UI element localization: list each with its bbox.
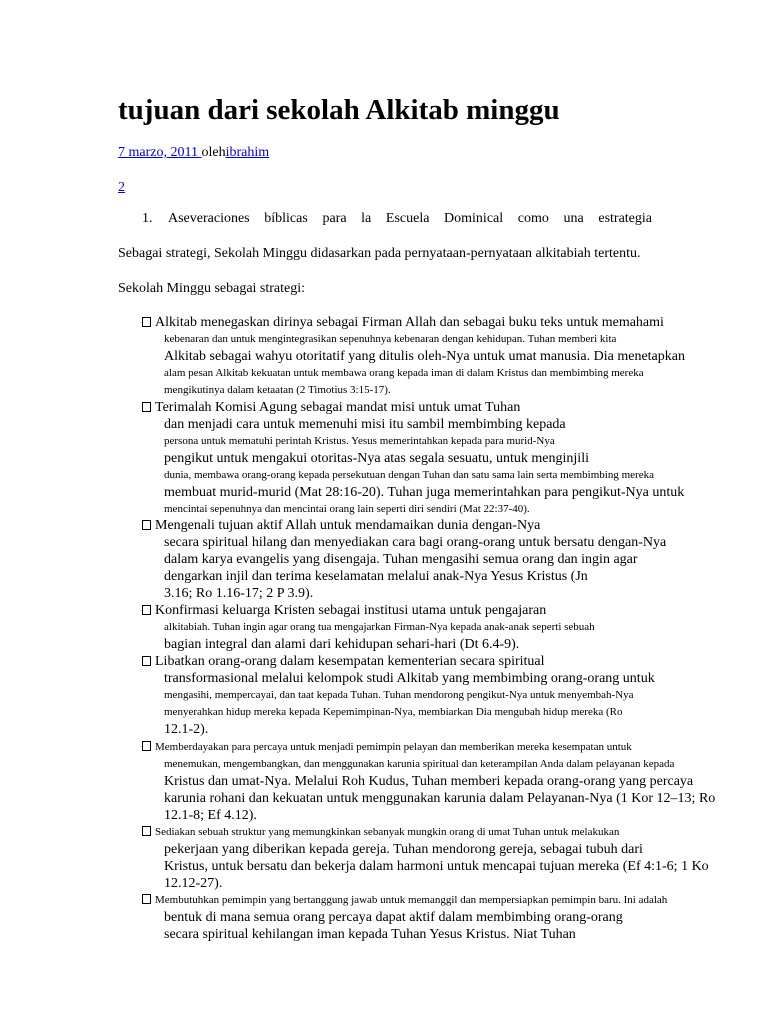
bullet-line [142, 739, 762, 756]
bullet-text: alam pesan Alkitab kekuatan untuk membawa orang kepada iman di dalam Kristus dan membimbing mereka [164, 367, 644, 379]
bullet-item [142, 314, 762, 399]
bullet-text: 12.1-2). [164, 722, 209, 737]
bullet-box-icon [142, 656, 151, 666]
bullet-line [142, 399, 762, 416]
bullet-item [142, 399, 762, 518]
bullet-text: Kristus dan umat-Nya. Melalui Roh Kudus, Tuhan memberi kepada orang-orang yang percaya [164, 774, 694, 789]
item-word: bíblicas [264, 211, 308, 226]
intro-paragraph: Sebagai strategi, Sekolah Minggu didasarkan pada pernyataan-pernyataan alkitabiah tertentu. [118, 246, 641, 261]
bullet-text: Mengenali tujuan aktif Allah untuk mendamaikan dunia dengan-Nya [155, 518, 541, 533]
bullet-line [142, 619, 762, 636]
bullet-line [142, 450, 762, 467]
bullet-line [142, 670, 762, 687]
bullet-item [142, 517, 762, 602]
item-word: la [361, 211, 372, 226]
bullet-line [142, 704, 762, 721]
item-word: Escuela [385, 211, 430, 226]
bullet-text: secara spiritual kehilangan iman kepada Tuhan Yesus Kristus. Niat Tuhan [164, 927, 576, 942]
bullet-text: kebenaran dan untuk mengintegrasikan sepenuhnya kebenaran dengan kehidupan. Tuhan memberi kita [164, 333, 617, 345]
bullet-line [142, 687, 762, 704]
bullet-line [142, 875, 762, 892]
bullet-text: Kristus, untuk bersatu dan bekerja dalam harmoni untuk mencapai tujuan mereka (Ef 4:1-6; 1 Ko [164, 859, 709, 874]
numbered-item [142, 211, 652, 227]
bullet-text: Konfirmasi keluarga Kristen sebagai institusi utama untuk pengajaran [155, 603, 547, 618]
bullet-text: pekerjaan yang diberikan kepada gereja. Tuhan mendorong gereja, sebagai tubuh dari [164, 842, 643, 857]
item-word: como [517, 211, 549, 226]
item-word: Dominical [444, 211, 504, 226]
by-label: oleh [201, 145, 226, 160]
bullet-line [142, 416, 762, 433]
bullet-text: Memberdayakan para percaya untuk menjadi pemimpin pelayan dan memberikan mereka kesempatan untuk [155, 741, 632, 753]
bullet-line [142, 348, 762, 365]
bullet-item [142, 739, 762, 824]
bullet-text: dengarkan injil dan terima keselamatan melalui anak-Nya Yesus Kristus (Jn [164, 569, 588, 584]
bullet-line [142, 568, 762, 585]
bullet-box-icon [142, 402, 151, 412]
item-word: estrategia [598, 211, 652, 226]
bullet-line [142, 602, 762, 619]
bullet-text: mencintai sepenuhnya dan mencintai orang lain seperti diri sendiri (Mat 22:37-40). [164, 503, 530, 515]
bullet-text: bentuk di mana semua orang percaya dapat aktif dalam membimbing orang-orang [164, 910, 623, 925]
bullet-text: Alkitab sebagai wahyu otoritatif yang ditulis oleh-Nya untuk umat manusia. Dia menetapkan [164, 349, 685, 364]
bullet-line [142, 551, 762, 568]
bullet-text: Alkitab menegaskan dirinya sebagai Firman Allah dan sebagai buku teks untuk memahami [155, 315, 664, 330]
bullet-line [142, 636, 762, 653]
bullet-line [142, 331, 762, 348]
bullet-text: 12.1-8; Ef 4.12). [164, 808, 257, 823]
bullet-box-icon [142, 605, 151, 615]
bullet-line [142, 314, 762, 331]
bullet-text: karunia rohani dan kekuatan untuk menggunakan karunia dalam Pelayanan-Nya (1 Kor 12–13; Ro [164, 791, 716, 806]
bullet-text: menemukan, mengembangkan, dan menggunakan karunia spiritual dan keterampilan Anda dalam pelayanan kepada [164, 758, 675, 770]
bullet-line [142, 926, 762, 943]
bullet-line [142, 382, 762, 399]
item-text [168, 211, 652, 227]
bullet-text: alkitabiah. Tuhan ingin agar orang tua mengajarkan Firman-Nya kepada anak-anak seperti sebuah [164, 621, 595, 633]
bullet-text: menyerahkan hidup mereka kepada Kepemimpinan-Nya, membiarkan Dia mengubah hidup mereka (Ro [164, 706, 623, 718]
bullet-box-icon [142, 894, 151, 904]
item-number: 1. [142, 211, 153, 226]
bullet-line [142, 790, 762, 807]
bullet-text: dunia, membawa orang-orang kepada persekutuan dengan Tuhan dan satu sama lain serta membimbing mereka [164, 469, 654, 481]
bullet-text: dan menjadi cara untuk memenuhi misi itu sambil membimbing kepada [164, 417, 566, 432]
bullet-text: dalam karya evangelis yang disengaja. Tuhan mengasihi semua orang dan ingin agar [164, 552, 638, 567]
comment-count-link[interactable]: 2 [118, 180, 125, 195]
bullet-line [142, 824, 762, 841]
page-title: tujuan dari sekolah Alkitab minggu [118, 94, 560, 126]
post-date-link[interactable]: 7 marzo, 2011 [118, 145, 202, 160]
bullet-text: mengasihi, mempercayai, dan taat kepada Tuhan. Tuhan mendorong pengikut-Nya untuk menyembah-Nya [164, 689, 634, 701]
bullet-text: Libatkan orang-orang dalam kesempatan kementerian secara spiritual [155, 654, 545, 669]
bullet-text: mengikutinya dalam ketaatan (2 Timotius 3:15-17). [164, 384, 391, 396]
item-word: una [563, 211, 584, 226]
bullet-line [142, 807, 762, 824]
subheading-paragraph: Sekolah Minggu sebagai strategi: [118, 281, 306, 296]
item-word: Aseveraciones [168, 211, 250, 226]
bullet-text: membuat murid-murid (Mat 28:16-20). Tuhan juga memerintahkan para pengikut-Nya untuk [164, 485, 685, 500]
bullet-line [142, 501, 762, 518]
bullet-item [142, 892, 762, 943]
bullet-text: bagian integral dan alami dari kehidupan sehari-hari (Dt 6.4-9). [164, 637, 520, 652]
bullet-item [142, 824, 762, 892]
bullet-line [142, 653, 762, 670]
bullet-text: 12.12-27). [164, 876, 223, 891]
bullet-line [142, 517, 762, 534]
bullet-line [142, 365, 762, 382]
bullet-line [142, 534, 762, 551]
bullet-line [142, 484, 762, 501]
bullet-line [142, 756, 762, 773]
bullet-text: Membutuhkan pemimpin yang bertanggung jawab untuk memanggil dan mempersiapkan pemimpin baru. Ini adalah [155, 894, 668, 906]
post-meta [118, 145, 269, 161]
bullet-item [142, 602, 762, 653]
bullet-line [142, 909, 762, 926]
bullet-text: pengikut untuk mengakui otoritas-Nya atas segala sesuatu, untuk menginjili [164, 451, 589, 466]
bullet-box-icon [142, 317, 151, 327]
bullet-box-icon [142, 741, 151, 751]
bullet-line [142, 773, 762, 790]
bullet-text: 3.16; Ro 1.16-17; 2 P 3.9). [164, 586, 314, 601]
bullet-text: persona untuk mematuhi perintah Kristus. Yesus memerintahkan kepada para murid-Nya [164, 435, 555, 447]
bullet-text: Sediakan sebuah struktur yang memungkinkan sebanyak mungkin orang di umat Tuhan untuk melakukan [155, 826, 620, 838]
bullet-box-icon [142, 826, 151, 836]
bullet-line [142, 467, 762, 484]
item-word: para [322, 211, 347, 226]
bullet-text: transformasional melalui kelompok studi Alkitab yang membimbing orang-orang untuk [164, 671, 655, 686]
comment-count [118, 180, 125, 196]
bullet-box-icon [142, 520, 151, 530]
bullet-text: Terimalah Komisi Agung sebagai mandat misi untuk umat Tuhan [155, 400, 521, 415]
bullet-line [142, 858, 762, 875]
author-link[interactable]: ibrahim [225, 145, 270, 160]
bullet-line [142, 585, 762, 602]
bullet-line [142, 892, 762, 909]
bullet-text: secara spiritual hilang dan menyediakan cara bagi orang-orang untuk bersatu dengan-Nya [164, 535, 667, 550]
bullet-line [142, 721, 762, 738]
bullet-line [142, 433, 762, 450]
bullet-line [142, 841, 762, 858]
bullet-item [142, 653, 762, 738]
